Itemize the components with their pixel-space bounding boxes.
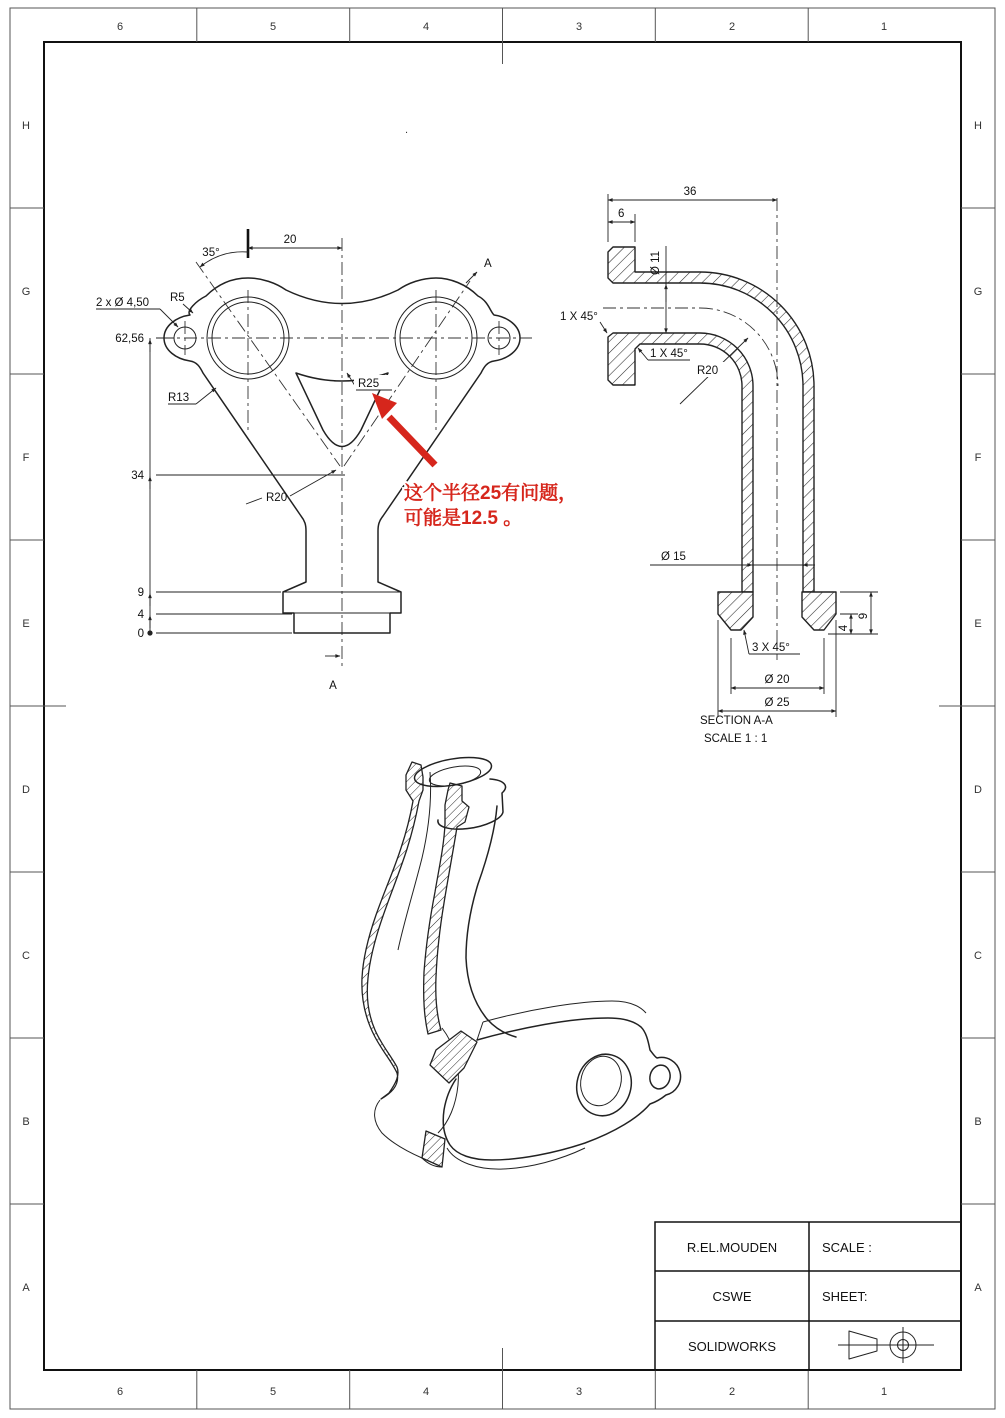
dim-34: 34 [131,470,144,482]
dim-holes: 2 x Ø 4,50 [96,297,150,309]
dim-d11: Ø 11 [650,250,662,276]
dim-r5: R5 [170,292,185,304]
section-upper-wall [608,247,814,592]
grid-col-label: 4 [422,1386,430,1398]
grid-col-label: 6 [116,1386,124,1398]
grid-dividers [10,8,995,1409]
dim-d25: Ø 25 [764,697,790,709]
section-label-a-top: A [484,258,492,270]
dim-35: 35° [202,247,220,259]
iso-rim-bore [428,763,482,790]
grid-row-label: G [973,286,983,298]
dim-r25: R25 [358,378,380,390]
note-line-1: 这个半径25有问题， [404,483,578,504]
front-section-marks [325,258,492,692]
grid-col-label: 5 [269,1386,277,1398]
section-dim-36 [608,186,777,242]
dim-36: 36 [683,186,697,198]
grid-row-label: C [22,950,30,962]
chamfer-1x45-a: 1 X 45° [560,311,598,323]
iso-cut-wall-left [362,762,423,1099]
chamfer-1x45-b: 1 X 45° [650,348,688,360]
grid-col-label: 2 [728,21,736,33]
titleblock-software: SOLIDWORKS [687,1339,777,1354]
grid-col-label: 3 [575,21,583,33]
titleblock-scale-label: SCALE : [822,1240,872,1255]
dim-d15: Ø 15 [661,551,686,563]
section-chamfer-a [560,311,607,333]
dim-9-section: 9 [858,612,870,620]
grid-row-label: D [974,784,982,796]
chamfer-3x45: 3 X 45° [752,642,790,654]
front-dim-35 [200,247,248,267]
third-angle-projection-icon [838,1327,934,1363]
red-arrow-shaft [389,417,435,465]
outer-border [10,8,995,1409]
section-dim-d11 [650,246,666,333]
section-scale: SCALE 1 : 1 [704,733,768,745]
section-bottom-flange-right [802,592,836,630]
grid-row-label: F [974,452,982,464]
front-view [96,229,532,692]
note-line-2: 可能是12.5 。 [404,508,523,529]
titleblock-author: R.EL.MOUDEN [686,1240,778,1255]
zone-labels [22,21,983,1398]
iso-foot-curl [375,1100,422,1158]
iso-cut-wedge [430,1031,477,1083]
inner-border [44,42,961,1370]
section-dim-d15 [650,549,815,565]
dim-r20: R20 [266,492,288,504]
section-dim-r20 [680,338,748,404]
front-dim-stack [115,333,345,640]
grid-row-label: A [974,1282,982,1294]
grid-col-label: 6 [116,21,124,33]
front-dim-r25 [347,373,392,390]
grid-row-label: E [974,618,982,630]
grid-col-label: 5 [269,21,277,33]
section-label-a-bottom: A [329,680,337,692]
grid-row-label: H [974,120,982,132]
front-dim-holes [96,297,178,327]
section-chamfer-c [744,630,800,654]
grid-row-label: D [22,784,30,796]
dim-20: 20 [283,234,297,246]
grid-col-label: 3 [575,1386,583,1398]
iso-flange [443,1001,680,1169]
iso-big-hole-bore [575,1052,627,1111]
dim-4: 4 [137,609,144,621]
grid-row-label: F [22,452,30,464]
dim-9: 9 [137,587,144,599]
dim-r13: R13 [168,392,190,404]
grid-row-label: B [22,1116,30,1128]
dim-4-section: 4 [838,624,850,632]
dim-d20: Ø 20 [764,674,790,686]
front-dim-r13 [168,388,216,404]
grid-row-label: H [22,120,30,132]
grid-row-label: C [974,950,982,962]
dim-62-56: 62,56 [115,333,144,345]
sheet-frame [10,8,995,1409]
section-dim-6 [608,208,635,242]
dim-6: 6 [618,208,625,220]
grid-row-label: G [21,286,31,298]
grid-col-label: 1 [880,21,888,33]
grid-col-label: 2 [728,1386,736,1398]
grid-col-label: 1 [880,1386,888,1398]
isometric-view [362,752,681,1169]
section-caption: SECTION A-A [700,715,773,727]
front-dim-r5 [170,292,193,313]
grid-row-label: E [22,618,30,630]
iso-small-hole [647,1063,673,1091]
iso-cut-wall-center [424,783,469,1034]
front-dim-20 [248,229,342,258]
section-view [560,186,878,745]
dim-r20-section: R20 [697,365,719,377]
stray-dot: . [405,124,409,136]
dim-0: 0 [137,628,144,640]
grid-row-label: A [22,1282,30,1294]
iso-neck-right-edge [466,806,516,1037]
titleblock-sheet-label: SHEET: [822,1289,868,1304]
title-block [655,1222,961,1370]
grid-col-label: 4 [422,21,430,33]
red-arrow-head [372,393,397,419]
section-bottom-flange-left [718,592,753,630]
grid-row-label: B [974,1116,982,1128]
titleblock-cert: CSWE [712,1289,752,1304]
section-chamfer-b [638,348,690,360]
red-annotation [372,393,577,529]
